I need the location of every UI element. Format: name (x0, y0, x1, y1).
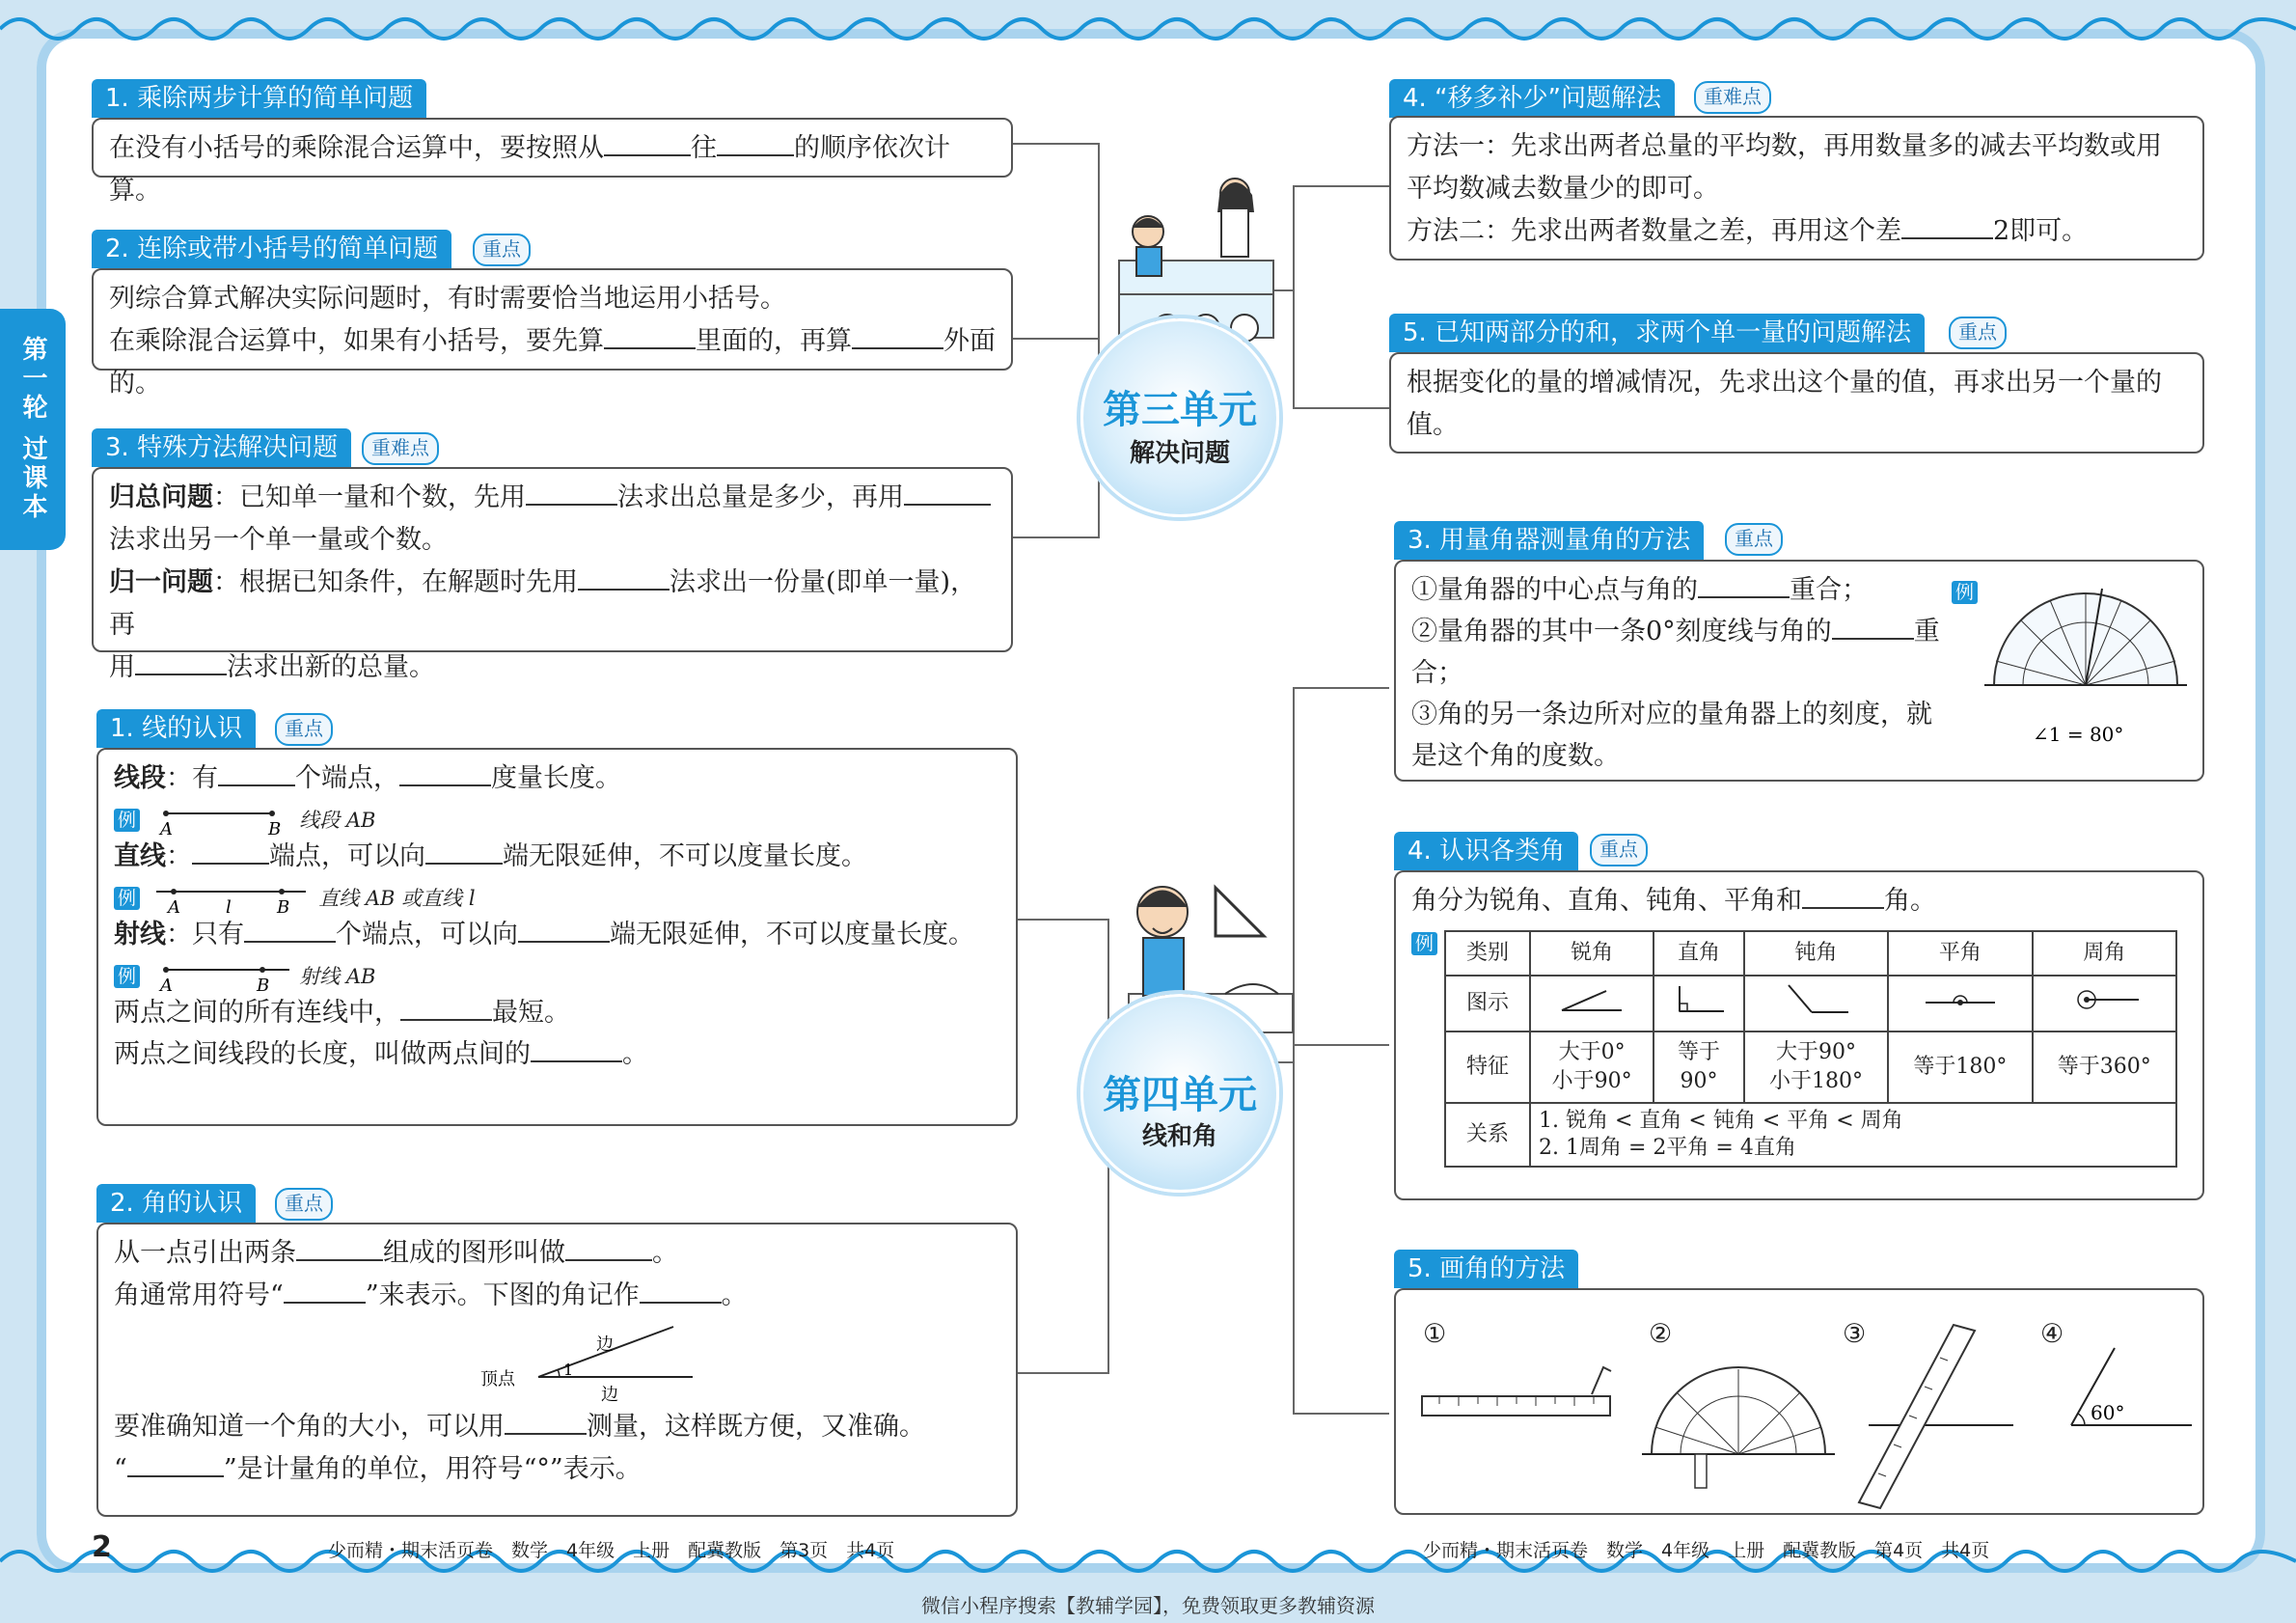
angle-figure (480, 1321, 712, 1404)
relation-text: 1. 锐角 < 直角 < 钝角 < 平角 < 周角 (1539, 1109, 1903, 1133)
text: 。 (721, 1280, 748, 1310)
unit4-circle (1080, 994, 1279, 1193)
text: “ (114, 1454, 127, 1484)
edge-label: 边 (601, 1385, 618, 1404)
ray-figure (156, 958, 291, 995)
label: 归总问题 (109, 482, 213, 512)
example-badge: 例 (1952, 581, 1978, 604)
text: 。 (652, 1238, 678, 1268)
text: 度量长度。 (491, 763, 621, 793)
badge: 重点 (275, 713, 333, 746)
text: 个端点，可以向 (336, 920, 518, 949)
point-label: B (267, 818, 281, 839)
section-box (1394, 560, 2204, 782)
text-line (109, 646, 996, 689)
unit4-subtitle: 线和角 (1141, 1122, 1217, 1151)
fill-blank[interactable] (296, 1232, 383, 1261)
point-label: A (167, 896, 180, 917)
section-box (96, 748, 1018, 1126)
point-label: B (256, 975, 269, 995)
connector (1013, 143, 1100, 145)
bottom-promo-text: 微信小程序搜索【教辅学园】，免费领取更多教辅资源 (921, 1594, 1375, 1617)
text: 里面的，再算 (696, 326, 852, 356)
section-header: 1. 乘除两步计算的简单问题 (92, 79, 426, 118)
text: 两点之间线段的长度，叫做两点间的 (114, 1039, 531, 1069)
text: ②量角器的其中一条0°刻度线与角的 (1411, 617, 1832, 646)
text: ：已知单一量和个数，先用 (213, 482, 526, 512)
text-line (109, 320, 996, 405)
text-line (1407, 210, 2187, 253)
angle-degree-label: 60° (2091, 1401, 2125, 1424)
text: ”来表示。下图的角记作 (365, 1280, 640, 1310)
text: ”是计量角的单位，用符号“°”表示。 (223, 1454, 642, 1484)
text: 要准确知道一个角的大小，可以用 (114, 1412, 505, 1442)
protractor-step-figure (1642, 1348, 1835, 1493)
text: 法求出新的总量。 (227, 652, 435, 682)
badge: 重点 (1949, 316, 2007, 349)
section-header: 4. “移多补少”问题解法 (1389, 79, 1675, 118)
text: 端无限延伸，不可以度量长度。 (503, 841, 867, 871)
table-row (1445, 1032, 2176, 1103)
example-badge: 例 (114, 809, 140, 832)
table-cell: 周角 (2033, 931, 2176, 976)
section-header: 5. 已知两部分的和，求两个单一量的问题解法 (1389, 314, 1925, 352)
text-line (1411, 569, 1952, 611)
text-line (114, 1033, 1000, 1075)
acute-angle-icon (1530, 976, 1654, 1032)
edge-label: 边 (596, 1334, 614, 1355)
fill-blank[interactable] (425, 836, 503, 865)
text: 重合； (1411, 617, 1940, 688)
text: 方法二：先求出两者数量之差，再用这个差 (1407, 216, 1901, 246)
connector (1098, 143, 1100, 538)
fill-blank[interactable] (218, 757, 295, 786)
text: ①量角器的中心点与角的 (1411, 575, 1698, 605)
text: 重合； (1790, 575, 1868, 605)
badge: 重点 (1590, 834, 1648, 867)
text: 从一点引出两条 (114, 1238, 296, 1268)
fill-blank[interactable] (717, 127, 794, 156)
point-label: A (159, 818, 173, 839)
text-line (114, 1232, 1000, 1275)
text: 个端点， (295, 763, 399, 793)
text: 用 (109, 652, 135, 682)
text-line (1411, 880, 2187, 922)
text: 方法一：先求出两者总量的平均数，再用数量多的减去平均数或用平均数减去数量少的即可。 (1407, 131, 2162, 204)
point-label: B (276, 896, 289, 917)
table-cell: 关系 (1445, 1103, 1530, 1167)
unit3-circle (1080, 318, 1279, 517)
connector (1293, 407, 1389, 409)
example-badge: 例 (114, 965, 140, 988)
fill-blank[interactable] (531, 1033, 622, 1062)
unit3-title: 第三单元 (1103, 388, 1257, 432)
text: 根据变化的量的增减情况，先求出这个量的值，再求出另一个量的值。 (1407, 368, 2162, 440)
straight-angle-icon (1888, 976, 2032, 1032)
page-number: 2 (92, 1530, 112, 1564)
text-line (114, 1448, 1000, 1491)
connector (1293, 185, 1389, 187)
fill-blank[interactable] (1802, 880, 1884, 909)
section-box (96, 1223, 1018, 1517)
angle-number: 1 (563, 1361, 574, 1379)
text-line (109, 477, 996, 519)
example-text: 射线 AB (299, 965, 376, 988)
unit4-title: 第四单元 (1103, 1073, 1257, 1117)
section-box (1389, 352, 2204, 454)
example-text: 直线 AB 或直线 l (318, 887, 476, 910)
step-number: ① (1423, 1319, 1447, 1349)
right-angle-icon (1654, 976, 1744, 1032)
table-cell: 等于180° (1888, 1032, 2032, 1103)
fill-blank[interactable] (1832, 611, 1914, 640)
text: 法求出另一个单一量或个数。 (109, 525, 448, 555)
text: 列综合算式解决实际问题时，有时需要恰当地运用小括号。 (109, 284, 786, 314)
angle-figure-row (114, 1317, 1000, 1406)
text: 往 (691, 133, 717, 163)
connector (1293, 1413, 1389, 1415)
text: 法求出一份量(即单一量)，再 (109, 567, 977, 640)
caption: ∠1 = 80° (2033, 723, 2124, 746)
example-badge: 例 (114, 887, 140, 910)
fill-blank[interactable] (1698, 569, 1790, 598)
fill-blank[interactable] (192, 836, 269, 865)
table-cell: 钝角 (1744, 931, 1888, 976)
step-number: ③ (1843, 1319, 1867, 1349)
section-header: 2. 连除或带小括号的简单问题 (92, 230, 451, 268)
table-cell: 图示 (1445, 976, 1530, 1032)
text-line (1411, 611, 1952, 694)
text-line (114, 1275, 1000, 1317)
section-header: 4. 认识各类角 (1394, 832, 1578, 870)
table-row (1445, 1103, 2176, 1167)
example-row (114, 955, 1000, 995)
label: 归一问题 (109, 567, 213, 597)
relation-text: 2. 1周角 = 2平角 = 4直角 (1539, 1136, 1796, 1160)
fill-blank[interactable] (904, 477, 991, 506)
section-box (92, 467, 1013, 682)
fill-blank[interactable] (127, 1448, 224, 1477)
badge: 重点 (1725, 523, 1783, 556)
text: 角通常用符号“ (114, 1280, 284, 1310)
text-line (114, 757, 1000, 799)
example-row (114, 799, 1000, 839)
protractor-figure (1984, 579, 2187, 762)
section-header: 2. 角的认识 (96, 1184, 256, 1223)
connector (1013, 338, 1100, 340)
fill-blank[interactable] (852, 320, 943, 349)
fill-blank[interactable] (518, 914, 610, 943)
text: 角。 (1884, 886, 1936, 916)
connector (1293, 687, 1389, 689)
section-box (1389, 116, 2204, 261)
text: 端点，可以向 (269, 841, 425, 871)
table-row (1445, 976, 2176, 1032)
angle-types-table (1444, 930, 2177, 1168)
text: 2即可。 (1993, 216, 2089, 246)
fill-blank[interactable] (604, 127, 691, 156)
table-header-row (1445, 931, 2176, 976)
connector (1293, 185, 1295, 407)
table-cell: 等于360° (2033, 1032, 2176, 1103)
example-row (114, 877, 1000, 917)
fill-blank[interactable] (604, 320, 696, 349)
step-number: ② (1649, 1319, 1673, 1349)
text-line (114, 1406, 1000, 1448)
connector (1018, 1372, 1109, 1374)
section-box (1394, 870, 2204, 1200)
label: 线段 (114, 763, 166, 793)
section-box (1394, 1288, 2204, 1515)
text-line (114, 914, 1000, 955)
step-number: ④ (2040, 1319, 2064, 1349)
text-line (114, 836, 1000, 877)
text: 在没有小括号的乘除混合运算中，要按照从 (109, 133, 604, 163)
table-cell: 直角 (1654, 931, 1744, 976)
text: 测量，这样既方便，又准确。 (587, 1412, 925, 1442)
text: ：有 (166, 763, 218, 793)
label: 射线 (114, 920, 166, 949)
table-cell: 特征 (1445, 1032, 1530, 1103)
text: ： (166, 841, 192, 871)
fill-blank[interactable] (1901, 210, 1993, 239)
line-figure (156, 880, 311, 917)
fill-blank[interactable] (640, 1275, 722, 1304)
example-badge: 例 (1411, 932, 1437, 955)
fill-blank[interactable] (135, 646, 227, 675)
point-label: A (159, 975, 173, 995)
vertex-label: 顶点 (480, 1369, 515, 1389)
section-box (92, 268, 1013, 399)
table-cell: 类别 (1445, 931, 1530, 976)
fill-blank[interactable] (526, 477, 617, 506)
final-angle-figure (2062, 1329, 2197, 1444)
table-cell: 大于0° 小于90° (1530, 1032, 1654, 1103)
text: 角分为锐角、直角、钝角、平角和 (1411, 886, 1802, 916)
line-label: l (225, 896, 232, 917)
text: 端无限延伸，不可以度量长度。 (610, 920, 974, 949)
table-cell: 锐角 (1530, 931, 1654, 976)
text: 法求出总量是多少，再用 (617, 482, 904, 512)
section-header: 3. 用量角器测量角的方法 (1394, 521, 1704, 560)
table-cell: 等于 90° (1654, 1032, 1744, 1103)
unit3-subtitle: 解决问题 (1129, 439, 1230, 468)
text: 。 (622, 1039, 648, 1069)
full-angle-icon (2033, 976, 2176, 1032)
fill-blank[interactable] (244, 914, 336, 943)
connector (1018, 919, 1109, 921)
text: 两点之间的所有连线中， (114, 998, 400, 1028)
text: ：只有 (166, 920, 244, 949)
text-line (109, 562, 996, 646)
fill-blank[interactable] (399, 757, 491, 786)
text: 组成的图形叫做 (383, 1238, 565, 1268)
badge: 重难点 (362, 432, 439, 465)
footer-right: 少而精・期末活页卷 数学 4年级 上册 配冀教版 第4页 共4页 (1423, 1540, 1990, 1561)
connector (1013, 536, 1100, 538)
example-text: 线段 AB (299, 809, 376, 832)
fill-blank[interactable] (505, 1406, 587, 1435)
text: ③角的另一条边所对应的量角器上的刻度，就是这个角的度数。 (1411, 700, 1932, 771)
text: 在乘除混合运算中，如果有小括号，要先算 (109, 326, 604, 356)
label: 直线 (114, 841, 166, 871)
ruler-step-figure (1420, 1358, 1613, 1435)
section-box (92, 118, 1013, 206)
fill-blank[interactable] (565, 1232, 652, 1261)
side-tab: 第一轮 过课本 (0, 309, 66, 550)
badge: 重难点 (1694, 81, 1771, 114)
fill-blank[interactable] (284, 1275, 366, 1304)
text-line (114, 992, 1000, 1033)
text: 最短。 (492, 998, 570, 1028)
fill-blank[interactable] (400, 992, 492, 1021)
table-cell (1530, 1103, 2176, 1167)
table-cell: 大于90° 小于180° (1744, 1032, 1888, 1103)
footer-left: 少而精・期末活页卷 数学 4年级 上册 配冀教版 第3页 共4页 (328, 1540, 895, 1561)
segment-figure (156, 802, 291, 839)
connector (1293, 1044, 1389, 1046)
badge: 重点 (473, 234, 531, 266)
obtuse-angle-icon (1744, 976, 1888, 1032)
text: ：根据已知条件，在解题时先用 (213, 567, 578, 597)
top-wave-decoration (0, 10, 2296, 48)
table-cell: 平角 (1888, 931, 2032, 976)
section-header: 1. 线的认识 (96, 709, 256, 748)
ruler-draw-step-figure (1849, 1319, 2023, 1512)
section-header: 5. 画角的方法 (1394, 1250, 1578, 1288)
badge: 重点 (275, 1188, 333, 1221)
text: 的顺序依次计算。 (109, 133, 950, 206)
fill-blank[interactable] (578, 562, 670, 591)
section-header: 3. 特殊方法解决问题 (92, 428, 351, 467)
text: 外面的。 (109, 326, 996, 399)
